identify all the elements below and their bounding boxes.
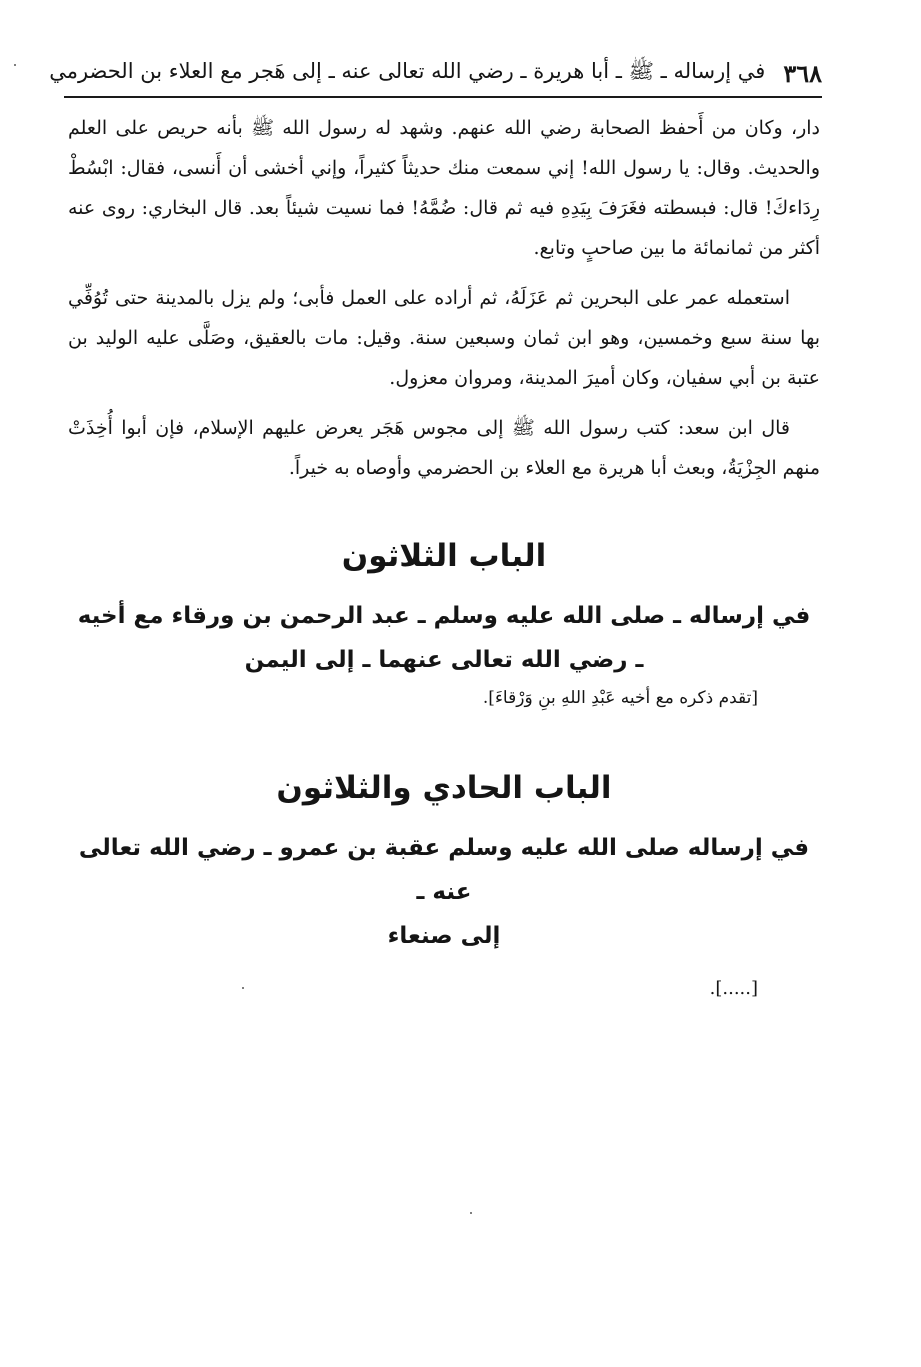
chapter-subheading-line-1: في إرساله ـ صلى الله عليه وسلم ـ عبد الرحمن بن ورقاء مع أخيه	[77, 603, 811, 629]
page-number: ٣٦٨	[783, 58, 822, 88]
chapter-subheading-line-2: ـ رضي الله تعالى عنهما ـ إلى اليمن	[244, 647, 644, 673]
chapter-note: [تقدم ذكره مع أخيه عَبْدِ اللهِ بنِ وَرْقاءَ].	[482, 688, 758, 708]
paragraph: استعمله عمر على البحرين ثم عَزَلَهُ، ثم أراده على العمل فأبى؛ ولم يزل بالمدينة حتى تُوُفِّي بها سنة سبع وخمسين، وهو ابن ثمان وسبعين سنة. وقيل: مات بالعقيق، وصَلَّى عليه الوليد بن عتبة بن أبي سفيان، وكان أميرَ المدينة، ومروان معزول.	[68, 287, 820, 389]
scan-speck	[242, 987, 244, 989]
chapter-heading: الباب الثلاثون	[341, 538, 547, 574]
omitted-text-marker: [.....].	[709, 978, 758, 999]
scan-speck	[470, 1212, 472, 1214]
body-text	[68, 108, 820, 498]
chapter-subheading-line-1: في إرساله صلى الله عليه وسلم عقبة بن عمرو ـ رضي الله تعالى عنه ـ	[78, 835, 810, 905]
scan-speck	[14, 64, 16, 66]
paragraph: دار، وكان من أَحفظ الصحابة رضي الله عنهم. وشهد له رسول الله ﷺ بأنه حريص على العلم والحديث. وقال: يا رسول الله! إني سمعت منك حديثاً كثيراً، وإني أخشى أن أَنسى، فقال: ابْسُطْ رِدَاءكَ! قال: فبسطته فغَرَفَ بِيَدِهِ فيه ثم قال: ضُمَّهُ! فما نسيت شيئاً بعد. قال البخاري: روى عنه أكثر من ثمانمائة ما بين صاحبٍ وتابع.	[68, 117, 820, 259]
chapter-30	[68, 532, 820, 708]
running-header	[49, 50, 822, 98]
chapter-subheading-line-2: إلى صنعاء	[387, 923, 501, 949]
chapter-heading: الباب الحادي والثلاثون	[276, 770, 612, 806]
paragraph: قال ابن سعد: كتب رسول الله ﷺ إلى مجوس هَجَر يعرض عليهم الإسلام، فإن أبوا أُخِذَتْ منهم الجِزْيَةُ، وبعث أبا هريرة مع العلاء بن الحضرمي وأوصاه به خيراً.	[68, 417, 820, 479]
running-title: في إرساله ـ ﷺ ـ أبا هريرة ـ رضي الله تعالى عنه ـ إلى هَجر مع العلاء بن الحضرمي	[49, 58, 766, 83]
chapter-31	[68, 764, 820, 999]
